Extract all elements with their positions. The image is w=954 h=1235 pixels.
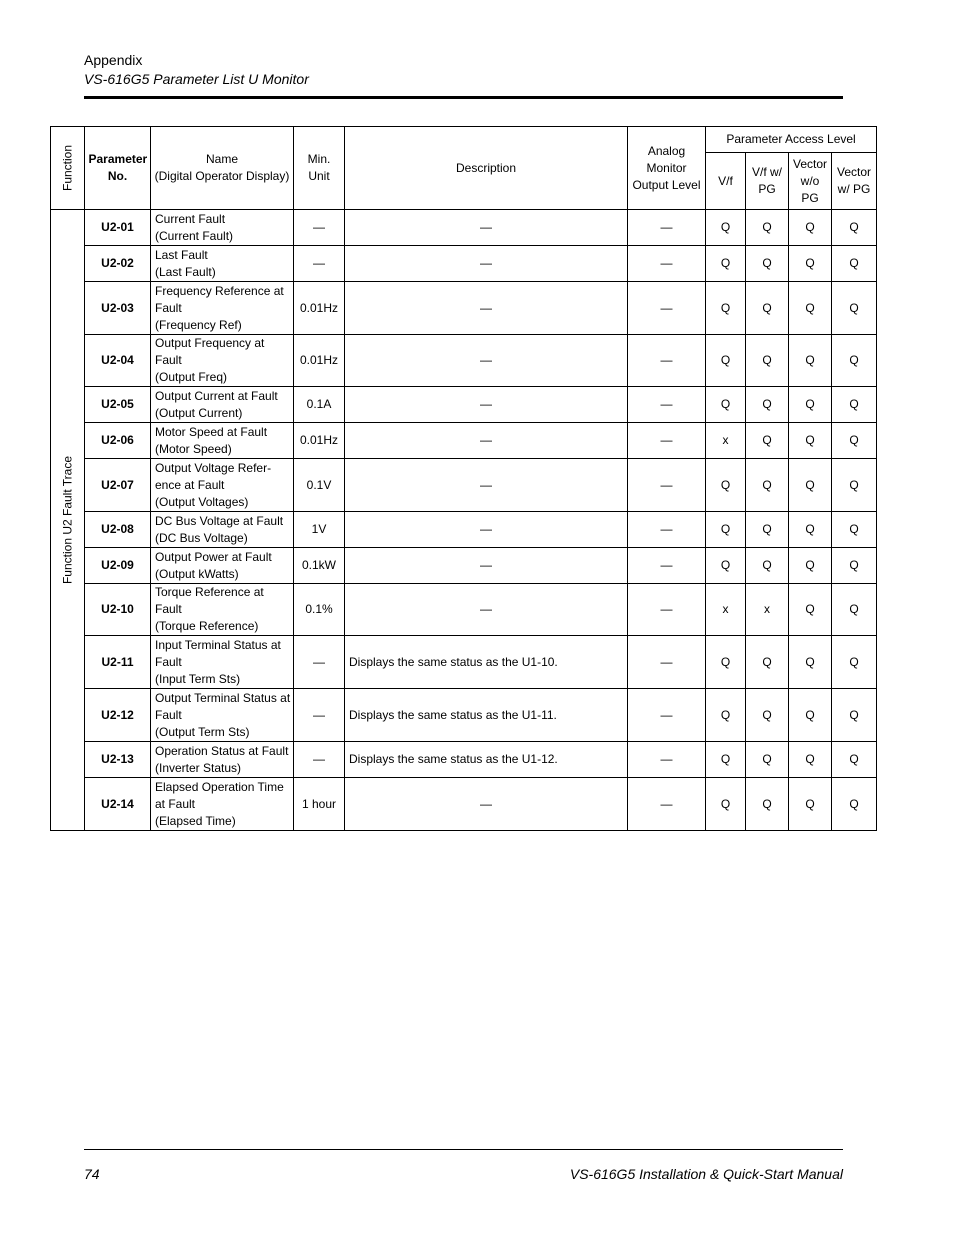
min-unit-cell: 0.01Hz	[294, 335, 345, 387]
access-vf-pg-cell: Q	[746, 636, 789, 689]
min-unit-cell: 0.1V	[294, 459, 345, 512]
parameter-name-cell	[151, 689, 294, 742]
parameter-no-cell: U2-04	[85, 335, 151, 387]
parameter-name-line: ence at Fault	[155, 477, 225, 492]
header-access-level: Parameter Access Level	[706, 127, 877, 153]
access-vf-pg-cell: Q	[746, 387, 789, 423]
description-cell: —	[345, 423, 628, 459]
parameter-name-line: Current Fault	[155, 211, 226, 226]
access-vf-pg-cell: Q	[746, 282, 789, 335]
access-vf-cell: Q	[706, 548, 746, 584]
analog-output-cell: —	[628, 246, 706, 282]
access-vector-pg-cell: Q	[832, 689, 877, 742]
parameter-name-line: at Fault	[155, 796, 196, 811]
parameter-name-line: Operation Status at Fault	[155, 743, 289, 758]
function-group-label: Function U2 Fault Trace	[60, 455, 74, 585]
min-unit-cell: 0.01Hz	[294, 423, 345, 459]
access-vector-no-pg-cell: Q	[789, 423, 832, 459]
table-row	[51, 548, 877, 584]
min-unit-cell: —	[294, 689, 345, 742]
access-vf-cell: x	[706, 423, 746, 459]
header-parameter-no-label: Parameter No.	[88, 152, 148, 183]
access-vector-no-pg-cell: Q	[789, 246, 832, 282]
access-vf-pg-cell: x	[746, 584, 789, 636]
min-unit-cell: 0.01Hz	[294, 282, 345, 335]
analog-output-cell: —	[628, 282, 706, 335]
parameter-name-line: (DC Bus Voltage)	[155, 530, 248, 545]
access-vf-cell: x	[706, 584, 746, 636]
min-unit-cell: 0.1%	[294, 584, 345, 636]
analog-output-cell: —	[628, 210, 706, 246]
description-cell: —	[345, 548, 628, 584]
access-vf-pg-cell: Q	[746, 778, 789, 831]
table-row	[51, 636, 877, 689]
analog-output-cell: —	[628, 387, 706, 423]
parameter-name-cell	[151, 636, 294, 689]
access-vf-cell: Q	[706, 210, 746, 246]
parameter-name-line: Last Fault	[155, 247, 208, 262]
parameter-name-line: Fault	[155, 654, 182, 669]
min-unit-cell: —	[294, 636, 345, 689]
access-vector-no-pg-cell: Q	[789, 335, 832, 387]
parameter-name-line: Output Power at Fault	[155, 549, 272, 564]
access-vector-pg-cell: Q	[832, 335, 877, 387]
access-vector-pg-cell: Q	[832, 459, 877, 512]
parameter-no-cell: U2-10	[85, 584, 151, 636]
min-unit-cell: 0.1kW	[294, 548, 345, 584]
description-cell: Displays the same status as the U1-10.	[345, 636, 628, 689]
parameter-no-cell: U2-02	[85, 246, 151, 282]
manual-title: VS-616G5 Installation & Quick-Start Manual	[569, 1166, 843, 1182]
access-vector-pg-cell: Q	[832, 282, 877, 335]
header-min-unit	[294, 127, 345, 210]
parameter-name-cell	[151, 246, 294, 282]
description-cell: Displays the same status as the U1-11.	[345, 689, 628, 742]
table-row	[51, 742, 877, 778]
parameter-no-cell: U2-08	[85, 512, 151, 548]
access-vector-no-pg-cell: Q	[789, 689, 832, 742]
min-unit-cell: —	[294, 742, 345, 778]
table-row	[51, 246, 877, 282]
access-vector-pg-cell: Q	[832, 548, 877, 584]
parameter-name-cell	[151, 387, 294, 423]
description-cell: —	[345, 459, 628, 512]
parameter-name-cell	[151, 742, 294, 778]
parameter-no-cell: U2-09	[85, 548, 151, 584]
parameter-name-cell	[151, 335, 294, 387]
header-analog	[628, 127, 706, 210]
access-vf-pg-cell: Q	[746, 742, 789, 778]
parameter-name-line: Motor Speed at Fault	[155, 424, 268, 439]
description-cell: —	[345, 246, 628, 282]
parameter-name-cell	[151, 778, 294, 831]
description-cell: —	[345, 778, 628, 831]
parameter-name-line: Output Voltage Refer-	[155, 460, 272, 475]
page-number: 74	[84, 1166, 100, 1182]
parameter-name-cell	[151, 282, 294, 335]
access-vf-cell: Q	[706, 459, 746, 512]
header-analog-line3: Output Level	[632, 177, 701, 192]
analog-output-cell: —	[628, 512, 706, 548]
access-vector-pg-cell: Q	[832, 636, 877, 689]
header-parameter-no	[85, 127, 151, 210]
parameter-name-line: Output Frequency at Fault	[155, 336, 265, 367]
access-vf-pg-cell: Q	[746, 246, 789, 282]
table-row	[51, 459, 877, 512]
access-vector-no-pg-cell: Q	[789, 459, 832, 512]
access-vector-pg-cell: Q	[832, 512, 877, 548]
page-title: VS-616G5 Parameter List U Monitor	[84, 71, 309, 87]
analog-output-cell: —	[628, 636, 706, 689]
parameter-table-body	[51, 210, 877, 831]
parameter-name-line: (Frequency Ref)	[155, 317, 242, 332]
parameter-no-cell: U2-05	[85, 387, 151, 423]
function-group-cell	[51, 210, 85, 831]
access-vector-no-pg-cell: Q	[789, 548, 832, 584]
access-vf-cell: Q	[706, 246, 746, 282]
table-row	[51, 335, 877, 387]
parameter-name-line: Elapsed Operation Time	[155, 779, 284, 794]
access-vector-pg-cell: Q	[832, 387, 877, 423]
header-vf-pg-line1: V/f w/	[751, 165, 782, 179]
parameter-no-cell: U2-07	[85, 459, 151, 512]
parameter-no-cell: U2-06	[85, 423, 151, 459]
footer-divider	[84, 1149, 843, 1150]
access-vf-pg-cell: Q	[746, 548, 789, 584]
access-vf-pg-cell: Q	[746, 459, 789, 512]
parameter-no-cell: U2-13	[85, 742, 151, 778]
parameter-name-line: (Input Term Sts)	[155, 671, 241, 686]
section-label: Appendix	[84, 52, 143, 68]
access-vf-pg-cell: Q	[746, 335, 789, 387]
header-analog-line1: Analog	[647, 143, 686, 158]
parameter-name-cell	[151, 512, 294, 548]
parameter-name-line: Fault	[155, 707, 182, 722]
parameter-table	[50, 126, 877, 831]
min-unit-cell: —	[294, 246, 345, 282]
parameter-name-line: (Inverter Status)	[155, 760, 242, 775]
parameter-name-line: Fault	[155, 300, 182, 315]
access-vector-pg-cell: Q	[832, 778, 877, 831]
parameter-name-line: Torque Reference at Fault	[155, 585, 264, 616]
access-vf-pg-cell: Q	[746, 423, 789, 459]
header-analog-line2: Monitor	[646, 160, 687, 175]
header-name	[151, 127, 294, 210]
description-cell: —	[345, 512, 628, 548]
parameter-name-line: (Output Current)	[155, 405, 243, 420]
parameter-name-line: Output Current at Fault	[155, 388, 278, 403]
analog-output-cell: —	[628, 742, 706, 778]
description-cell: —	[345, 210, 628, 246]
min-unit-cell: 0.1A	[294, 387, 345, 423]
analog-output-cell: —	[628, 584, 706, 636]
parameter-name-line: (Output Voltages)	[155, 494, 249, 509]
header-vf-pg-line2: PG	[758, 182, 776, 196]
header-function	[51, 127, 85, 210]
table-row	[51, 210, 877, 246]
analog-output-cell: —	[628, 335, 706, 387]
table-row	[51, 282, 877, 335]
analog-output-cell: —	[628, 778, 706, 831]
table-row	[51, 778, 877, 831]
access-vf-cell: Q	[706, 689, 746, 742]
parameter-name-line: Input Terminal Status at	[155, 637, 281, 652]
description-cell: —	[345, 584, 628, 636]
parameter-no-cell: U2-11	[85, 636, 151, 689]
parameter-name-line: (Current Fault)	[155, 228, 234, 243]
parameter-no-cell: U2-03	[85, 282, 151, 335]
access-vf-cell: Q	[706, 512, 746, 548]
min-unit-cell: 1V	[294, 512, 345, 548]
access-vf-cell: Q	[706, 636, 746, 689]
header-vector-no-pg-line2: w/o	[800, 173, 820, 188]
analog-output-cell: —	[628, 689, 706, 742]
header-vector-pg	[832, 153, 877, 210]
description-cell: —	[345, 387, 628, 423]
header-vector-no-pg	[789, 153, 832, 210]
description-cell: —	[345, 335, 628, 387]
access-vf-cell: Q	[706, 387, 746, 423]
parameter-name-line: (Output Term Sts)	[155, 724, 250, 739]
access-vf-pg-cell: Q	[746, 689, 789, 742]
access-vector-no-pg-cell: Q	[789, 584, 832, 636]
analog-output-cell: —	[628, 423, 706, 459]
parameter-name-line: (Output kWatts)	[155, 566, 239, 581]
header-function-label: Function	[60, 144, 74, 192]
access-vf-cell: Q	[706, 742, 746, 778]
parameter-no-cell: U2-01	[85, 210, 151, 246]
parameter-name-cell	[151, 584, 294, 636]
parameter-name-line: (Elapsed Time)	[155, 813, 236, 828]
parameter-no-cell: U2-14	[85, 778, 151, 831]
header-vf: V/f	[706, 153, 746, 210]
access-vector-pg-cell: Q	[832, 246, 877, 282]
access-vector-no-pg-cell: Q	[789, 778, 832, 831]
access-vector-no-pg-cell: Q	[789, 210, 832, 246]
access-vector-no-pg-cell: Q	[789, 636, 832, 689]
access-vector-pg-cell: Q	[832, 742, 877, 778]
access-vf-cell: Q	[706, 282, 746, 335]
header-min-unit-line1: Min.	[307, 152, 331, 166]
access-vf-cell: Q	[706, 778, 746, 831]
access-vf-pg-cell: Q	[746, 210, 789, 246]
parameter-name-cell	[151, 459, 294, 512]
header-vf-pg	[746, 153, 789, 210]
parameter-name-line: (Last Fault)	[155, 264, 216, 279]
header-description: Description	[345, 127, 628, 210]
parameter-name-line: Output Terminal Status at	[155, 690, 291, 705]
table-row	[51, 689, 877, 742]
access-vector-pg-cell: Q	[832, 423, 877, 459]
header-name-line1: Name	[205, 152, 238, 166]
parameter-name-line: (Torque Reference)	[155, 619, 259, 633]
parameter-name-line: Frequency Reference at	[155, 283, 284, 298]
header-vector-no-pg-line1: Vector	[792, 156, 828, 171]
parameter-name-cell	[151, 548, 294, 584]
parameter-name-cell	[151, 423, 294, 459]
access-vf-cell: Q	[706, 335, 746, 387]
access-vector-no-pg-cell: Q	[789, 742, 832, 778]
access-vector-pg-cell: Q	[832, 210, 877, 246]
header-vector-pg-line2: w/ PG	[837, 182, 871, 196]
access-vector-no-pg-cell: Q	[789, 512, 832, 548]
access-vector-no-pg-cell: Q	[789, 387, 832, 423]
table-row	[51, 512, 877, 548]
access-vf-pg-cell: Q	[746, 512, 789, 548]
min-unit-cell: 1 hour	[294, 778, 345, 831]
header-vector-no-pg-line3: PG	[801, 190, 819, 205]
header-vector-pg-line1: Vector	[837, 165, 872, 179]
table-row	[51, 584, 877, 636]
min-unit-cell: —	[294, 210, 345, 246]
header-divider	[84, 96, 843, 99]
parameter-no-cell: U2-12	[85, 689, 151, 742]
parameter-name-line: DC Bus Voltage at Fault	[155, 513, 284, 528]
table-row	[51, 387, 877, 423]
header-name-line2: (Digital Operator Display)	[154, 169, 290, 183]
header-min-unit-line2: Unit	[308, 169, 330, 183]
parameter-name-line: (Output Freq)	[155, 370, 228, 384]
description-cell: —	[345, 282, 628, 335]
parameter-name-line: (Motor Speed)	[155, 441, 232, 456]
table-row	[51, 423, 877, 459]
parameter-name-cell	[151, 210, 294, 246]
analog-output-cell: —	[628, 459, 706, 512]
analog-output-cell: —	[628, 548, 706, 584]
description-cell: Displays the same status as the U1-12.	[345, 742, 628, 778]
access-vector-pg-cell: Q	[832, 584, 877, 636]
access-vector-no-pg-cell: Q	[789, 282, 832, 335]
